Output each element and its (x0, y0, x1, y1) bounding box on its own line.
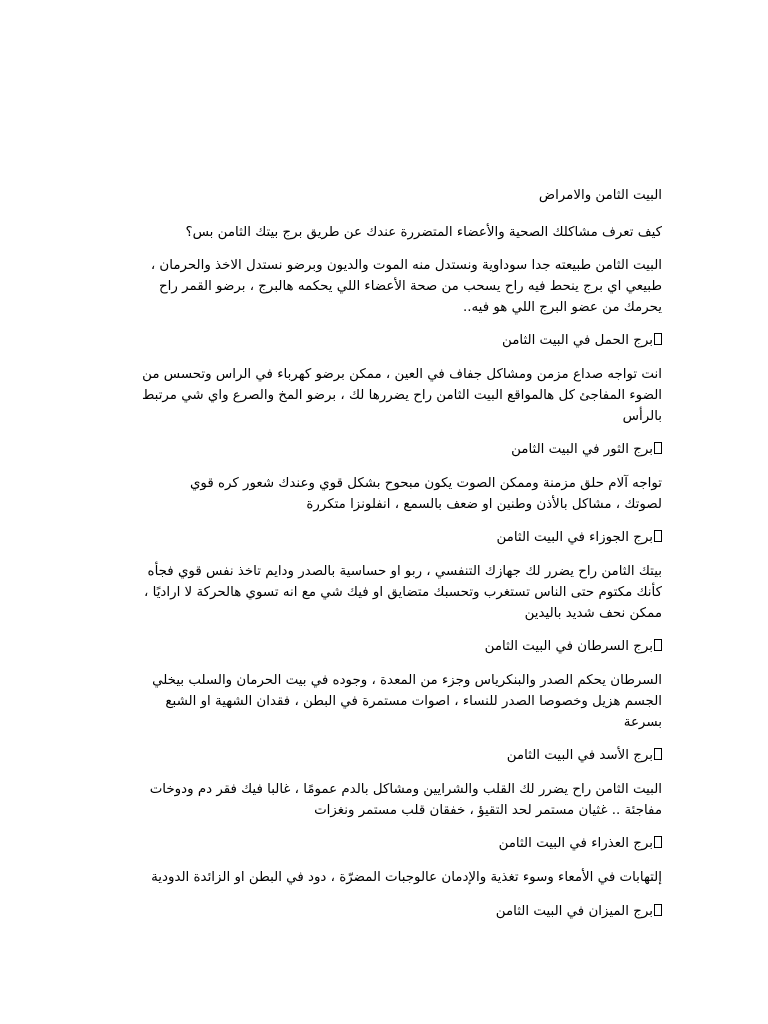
section-heading-text: برج العذراء في البيت الثامن (498, 836, 653, 851)
section-body-aries (88, 364, 662, 427)
missing-glyph-icon (654, 442, 662, 454)
section-heading-gemini (88, 527, 662, 548)
body-line: إلتهابات في الأمعاء وسوء تغذية والإدمان عالوجبات المضرّة ، دود في البطن او الزائدة الدودية (151, 870, 662, 885)
body-line: الضوء المفاجئ كل هالمواقع البيت الثامن راح يضررها لك ، برضو المخ والصرع واي شي مرتبط (141, 388, 662, 403)
title-line: البيت الثامن والامراض (538, 188, 662, 203)
intro-line: طبيعي اي برج ينحط فيه راح يسحب من صحة الأعضاء اللي يحكمه هالبرج ، برضو القمر راح (159, 279, 662, 294)
body-line: مفاجئة .. غثيان مستمر لحد التقيؤ ، خفقان قلب مستمر ونغزات (314, 803, 662, 818)
missing-glyph-icon (654, 836, 662, 848)
section-heading-text: برج الأسد في البيت الثامن (506, 748, 653, 763)
section-heading-taurus (88, 439, 662, 460)
body-line: ممكن نحف شديد باليدين (524, 606, 662, 621)
missing-glyph-icon (654, 748, 662, 760)
body-line: البيت الثامن راح يضرر لك القلب والشرايين ومشاكل بالدم عمومًا ، غالبا فيك فقر دم ودوخات (149, 782, 662, 797)
intro-line: البيت الثامن طبيعته جدا سوداوية ونستدل منه الموت والديون وبرضو نستدل الاخذ والحرمان ، (150, 258, 662, 273)
section-heading-text: برج الميزان في البيت الثامن (495, 904, 653, 919)
intro-paragraph (88, 255, 662, 318)
intro-line: يحرمك من عضو البرج اللي هو فيه.. (462, 300, 662, 315)
section-heading-text: برج السرطان في البيت الثامن (484, 639, 653, 654)
section-body-gemini (88, 561, 662, 624)
section-heading-leo (88, 745, 662, 766)
missing-glyph-icon (654, 333, 662, 345)
body-line: لصوتك ، مشاكل بالأذن وطنين او ضعف بالسمع ، انفلونزا متكررة (306, 497, 662, 512)
body-line: كأنك مكتوم حتى الناس تستغرب وتحسبك متضايق او فيك شي مع انه تسوي هالحركة لا اراديًا ، (144, 585, 662, 600)
section-heading-cancer (88, 636, 662, 657)
section-body-taurus (88, 473, 662, 515)
body-line: بيتك الثامن راح يضرر لك جهازك التنفسي ، ربو او حساسية بالصدر ودايم تاخذ نفس قوي فجأه (147, 564, 662, 579)
body-line: تواجه آلام حلق مزمنة وممكن الصوت يكون مبحوح بشكل قوي وعندك شعور كره قوي (189, 476, 662, 491)
section-heading-text: برج الثور في البيت الثامن (511, 442, 653, 457)
missing-glyph-icon (654, 530, 662, 542)
section-heading-text: برج الحمل في البيت الثامن (502, 333, 653, 348)
body-line: بالرأس (622, 409, 662, 424)
section-heading-virgo (88, 833, 662, 854)
missing-glyph-icon (654, 639, 662, 651)
section-heading-text: برج الجوزاء في البيت الثامن (496, 530, 653, 545)
body-line: بسرعة (623, 715, 662, 730)
document-question (88, 222, 662, 243)
section-body-leo (88, 779, 662, 821)
body-line: الجسم هزيل وخصوصا الصدر للنساء ، اصوات مستمرة في البطن ، فقدان الشهية او الشبع (165, 694, 662, 709)
section-heading-aries (88, 330, 662, 351)
section-body-virgo (88, 867, 662, 888)
section-body-cancer (88, 670, 662, 733)
missing-glyph-icon (654, 904, 662, 916)
question-line: كيف تعرف مشاكلك الصحية والأعضاء المتضررة عندك عن طريق برج بيتك الثامن بس؟ (185, 225, 662, 240)
section-heading-libra (88, 901, 662, 922)
body-line: السرطان يحكم الصدر والبنكرياس وجزء من المعدة ، وجوده في بيت الحرمان والسلب بيخلي (152, 673, 662, 688)
body-line: انت تواجه صداع مزمن ومشاكل جفاف في العين ، ممكن برضو كهرباء في الراس وتحسس من (142, 367, 662, 382)
document-title (88, 185, 662, 206)
